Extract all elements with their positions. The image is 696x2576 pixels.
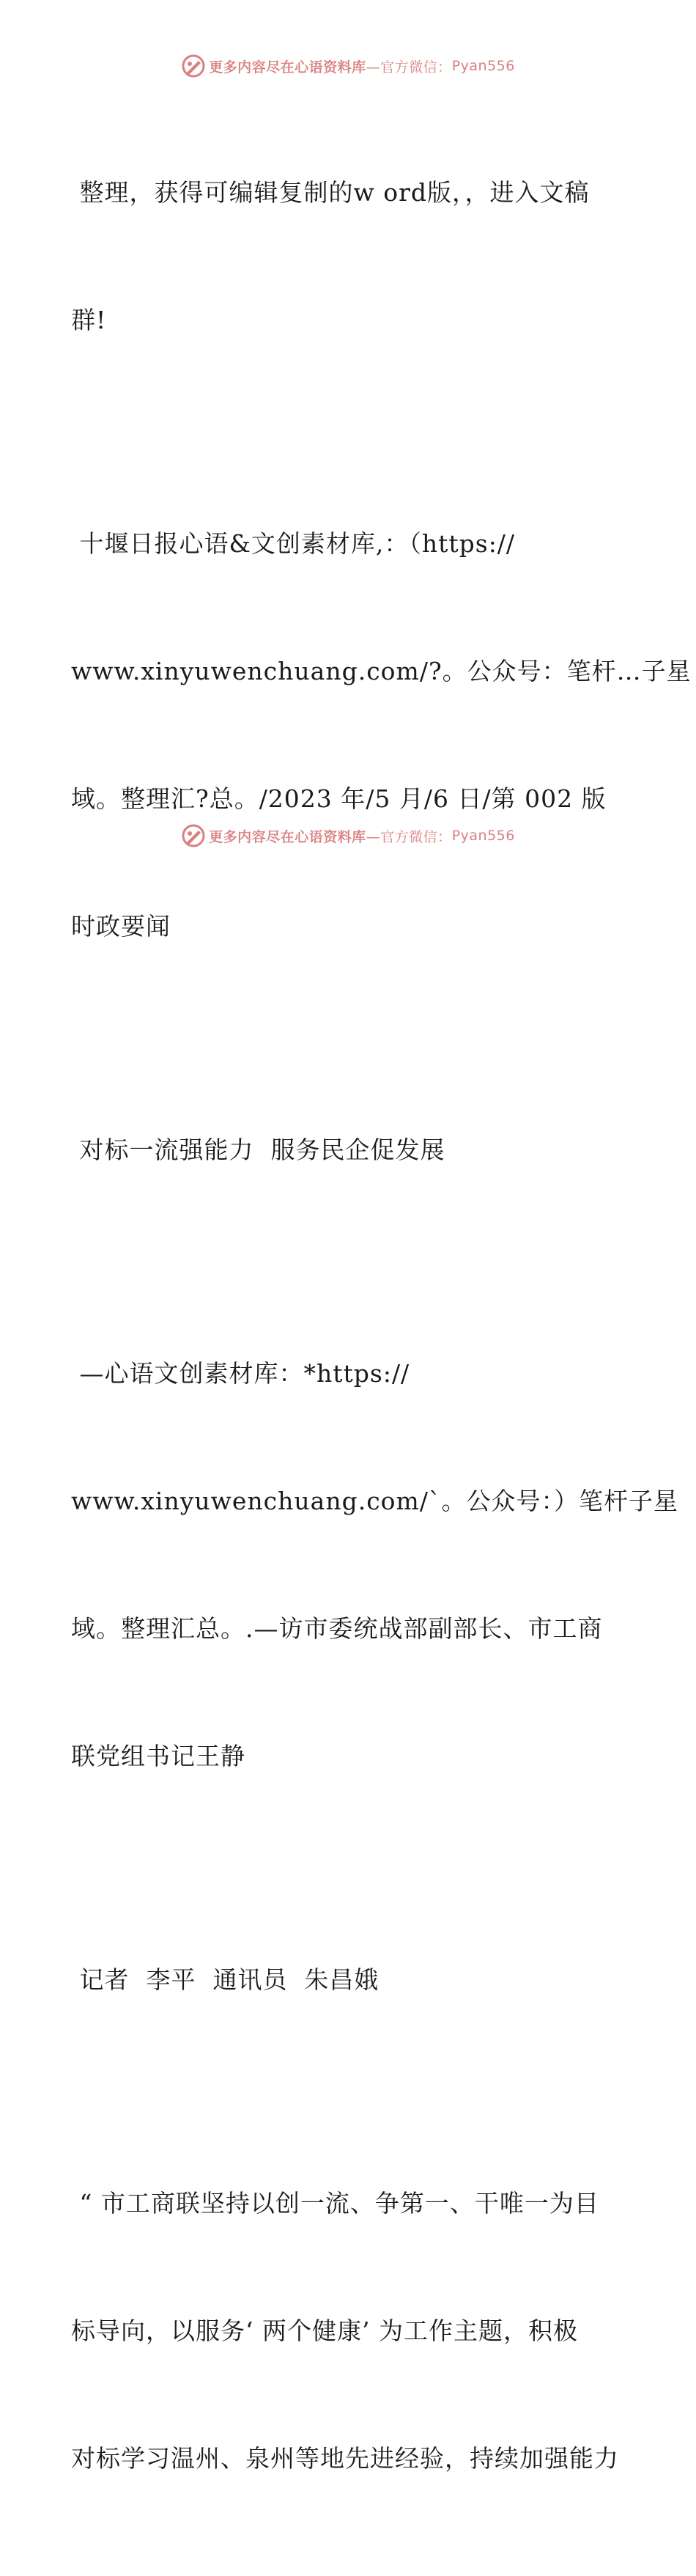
- headline-line: 对标一流强能力 服务民企促发展: [71, 1136, 445, 1164]
- footer-watermark: [0, 821, 696, 850]
- paragraph: [71, 87, 628, 427]
- pen-logo-icon: [181, 54, 206, 78]
- watermark-wechat-id: Pyan556: [451, 828, 515, 844]
- text-line: 域。整理汇?总。/2023 年/5 月/6 日/第 002 版: [71, 784, 607, 813]
- paragraph-subheadline: [71, 1267, 678, 1863]
- text-line: 时政要闻: [71, 912, 171, 941]
- text-line: “ 市工商联坚持以创一流、争第一、干唯一为目: [71, 2189, 599, 2218]
- paragraph: [71, 2097, 628, 2565]
- paragraph-byline: [71, 1874, 628, 2086]
- header-watermark: [0, 51, 696, 81]
- text-line: www.xinyuwenchuang.com/`。公众号：）笔杆子星: [71, 1487, 678, 1515]
- pen-logo-icon: [181, 823, 206, 848]
- watermark-brand: 更多内容尽在心语资料库: [209, 828, 366, 845]
- paragraph: [71, 438, 692, 1033]
- byline-line: 记者 李平 通讯员 朱昌娥: [71, 1965, 380, 1994]
- text-line: 域。整理汇总。.—访市委统战部副部长、市工商: [71, 1614, 603, 1643]
- text-line: 整理，获得可编辑复制的w ord版，，进入文稿: [71, 178, 590, 207]
- paragraph-headline: [71, 1044, 628, 1256]
- watermark-separator: —官方微信：: [366, 59, 452, 76]
- watermark-brand: 更多内容尽在心语资料库: [209, 59, 366, 76]
- text-line: —心语文创素材库：*https://: [71, 1359, 410, 1388]
- text-line: 联党组书记王静: [71, 1742, 245, 1770]
- text-line: 对标学习温州、泉州等地先进经验，持续加强能力: [71, 2444, 619, 2473]
- watermark-wechat-id: Pyan556: [451, 58, 515, 74]
- document-body: [71, 87, 692, 2576]
- text-line: 标导向，以服务‘ 两个健康’ 为工作主题，积极: [71, 2316, 578, 2345]
- text-line: 十堰日报心语&文创素材库,：（https://: [71, 529, 516, 558]
- text-line: 群!: [71, 306, 107, 334]
- text-line: www.xinyuwenchuang.com/?。公众号：笔杆…子星: [71, 657, 692, 685]
- watermark-separator: —官方微信：: [366, 828, 452, 845]
